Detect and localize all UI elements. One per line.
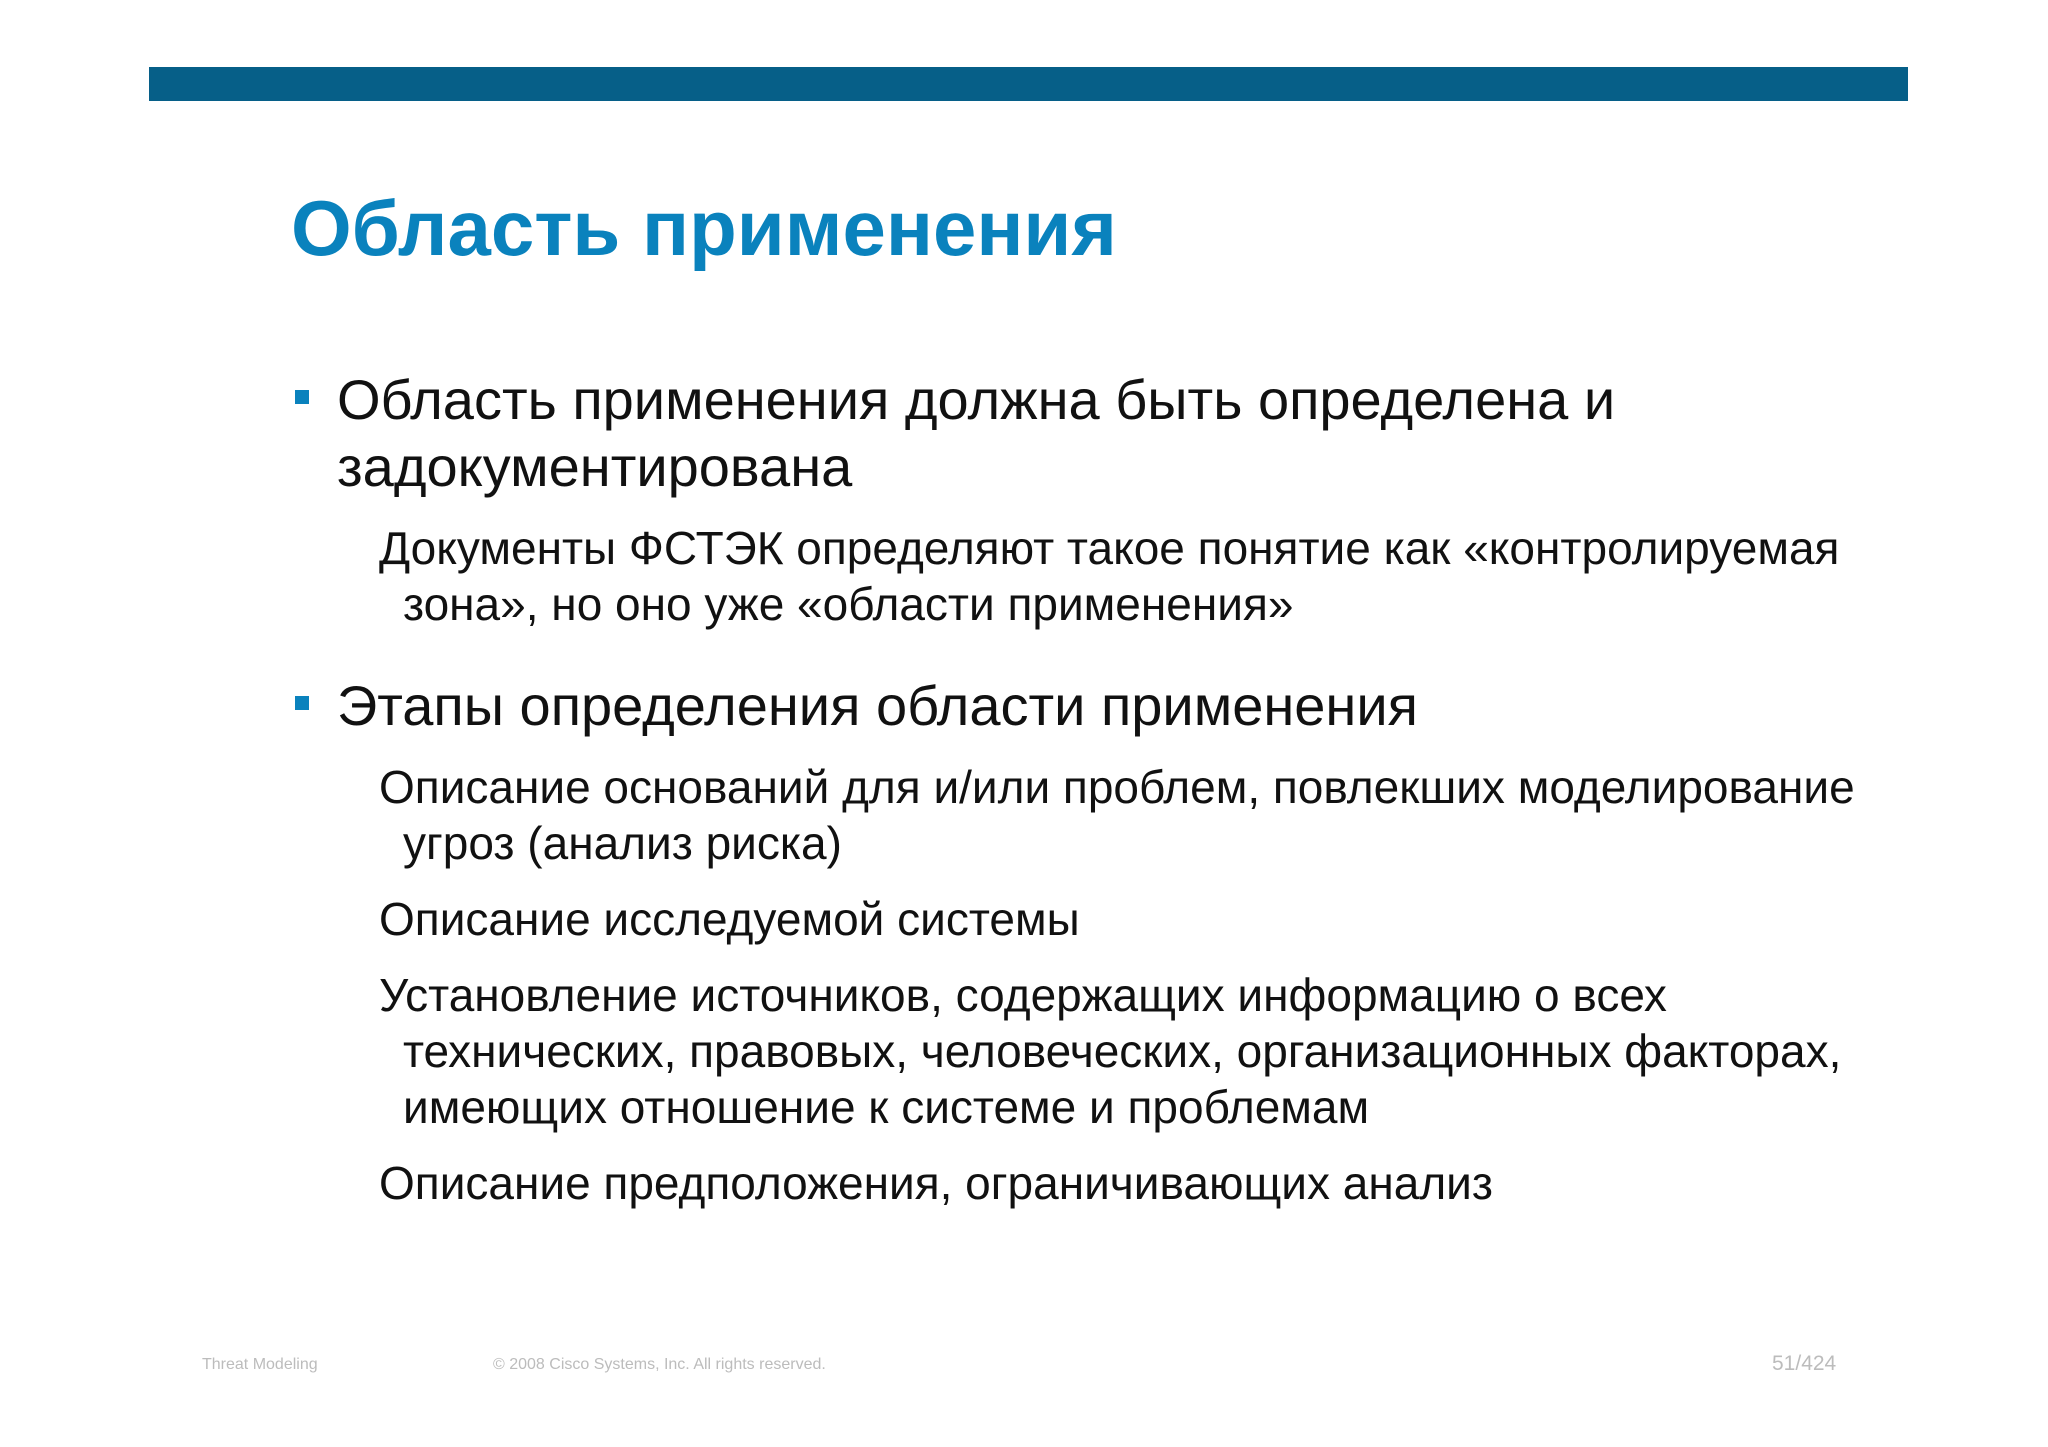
slide-title: Область применения xyxy=(291,184,1117,272)
square-bullet-icon xyxy=(295,390,309,404)
footer-copyright: © 2008 Cisco Systems, Inc. All rights reserved. xyxy=(493,1356,826,1373)
sub-item: Документы ФСТЭК определяют такое понятие как «контролируемая зона», но оно уже «области применения» xyxy=(379,522,1840,630)
footer-presentation-title: Threat Modeling xyxy=(202,1356,318,1373)
sub-item: Описание оснований для и/или проблем, повлекших моделирование угроз (анализ риска) xyxy=(379,761,1855,869)
sub-list xyxy=(379,759,1931,1211)
square-bullet-icon xyxy=(295,696,309,710)
sub-item: Описание исследуемой системы xyxy=(379,893,1080,945)
page-number: 51/424 xyxy=(1772,1352,1837,1375)
bullet-scope-definition xyxy=(291,366,1931,632)
sub-item: Описание предположения, ограничивающих анализ xyxy=(379,1157,1493,1209)
bullet-scope-stages xyxy=(291,672,1931,1211)
slide-content xyxy=(291,366,1931,1211)
sub-item: Установление источников, содержащих информацию о всех технических, правовых, человеческих, организационных факторах, имеющих отношение к системе и проблемам xyxy=(379,969,1842,1133)
sub-list xyxy=(379,520,1931,632)
top-accent-bar xyxy=(149,67,1908,101)
bullet-text: Этапы определения области применения xyxy=(337,674,1418,737)
bullet-text: Область применения должна быть определена и задокументирована xyxy=(337,368,1616,498)
